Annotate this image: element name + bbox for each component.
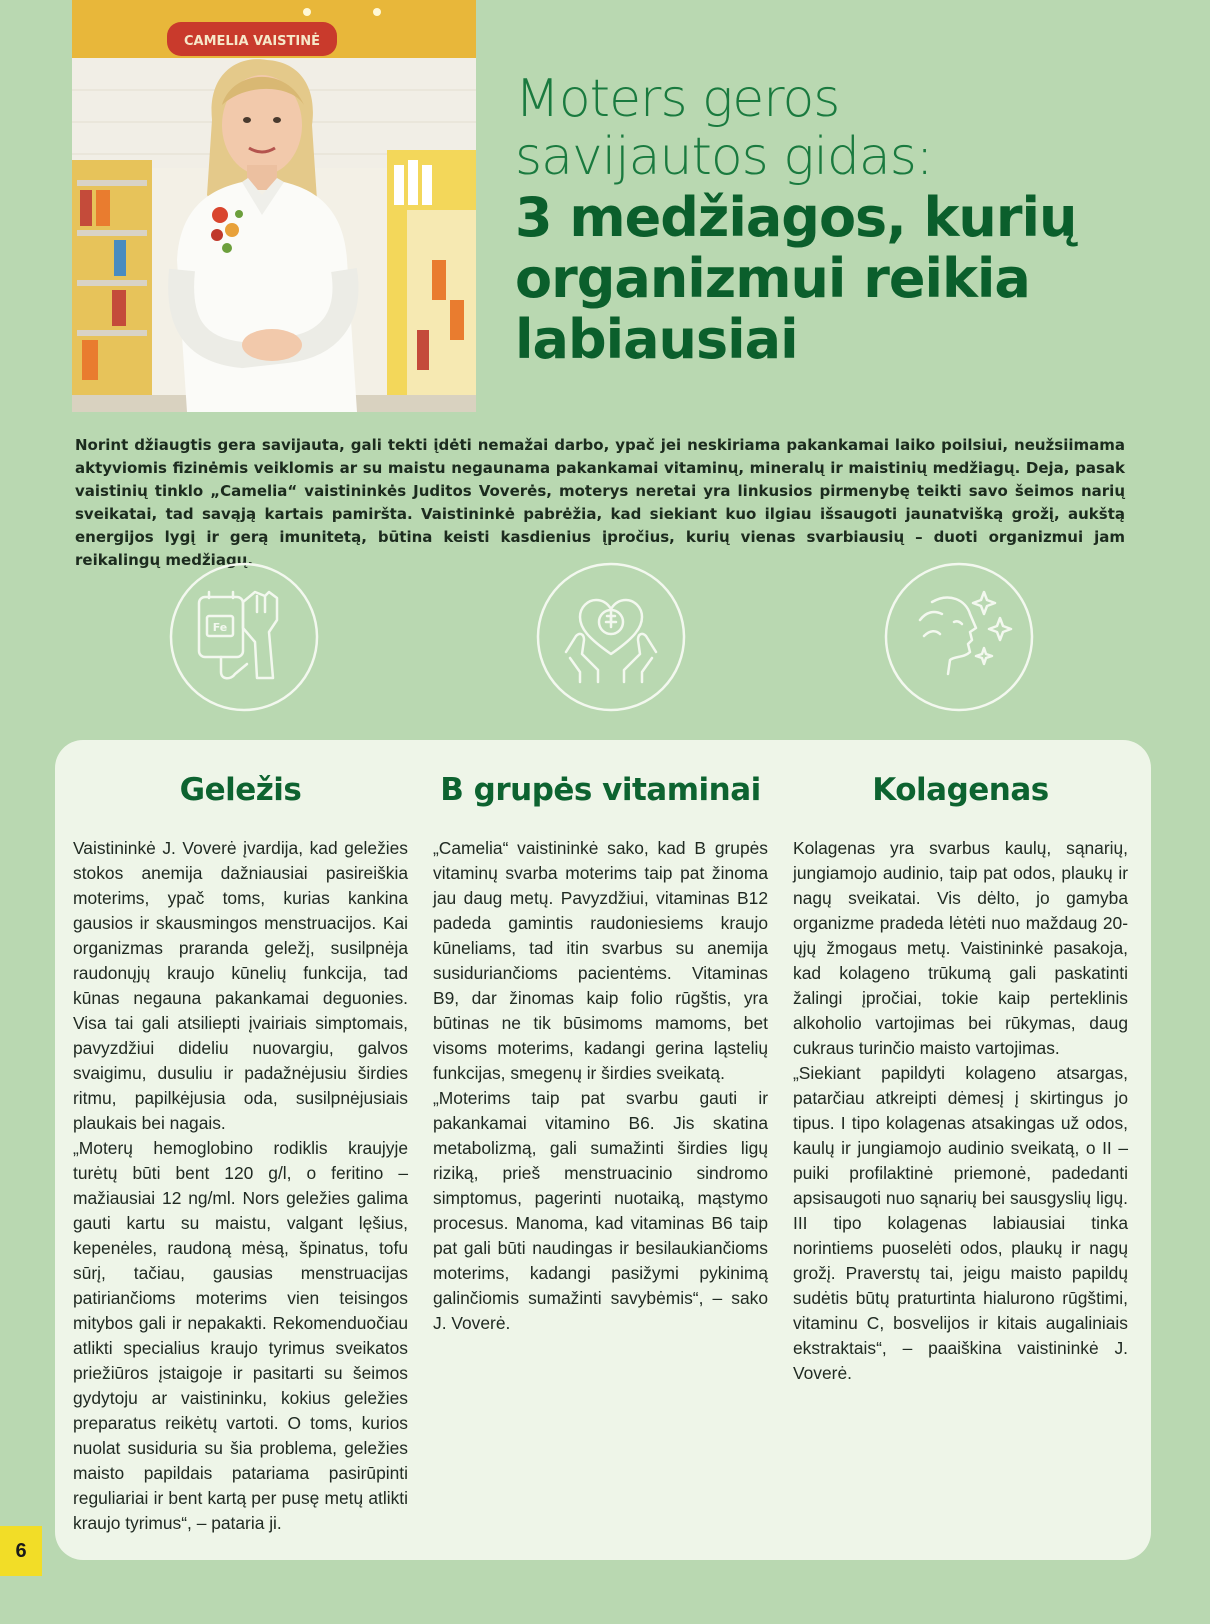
page-number: 6 xyxy=(0,1526,42,1576)
pharmacist-photo xyxy=(72,0,476,412)
b-vitamins-paragraph-2: „Moterims taip pat svarbu gauti ir pakankamai vitamino B6. Jis skatina metabolizmą, gali sumažinti širdies ligų riziką, prieš menstruacinio sindromo simptomus, pagerinti nuotaiką, mąstymo procesus. Manoma, kad vitaminas B6 taip pat gali būti naudingas ir besilaukiančioms moterims, kadangi pasižymi pykinimą galinčiomis sumažinti savybėmis“, – sako J. Voverė. xyxy=(433,1088,768,1333)
title-light-line-1: Moters geros xyxy=(515,69,840,129)
collagen-paragraph-2: „Siekiant papildyti kolageno atsargas, patarčiau atkreipti dėmesį į skirtingus jo tipus. I tipo kolagenas atsakingas už odos, kaulų ir jungiamojo audinio sveikatą, o II – puiki profilaktinė priemonė, padedanti apsisaugoti nuo sąnarių bei sausgyslių ligų. III tipo kolagenas labiausiai tinka norintiems puoselėti odos, plaukų ir nagų grožį. Praverstų tai, jeigu maisto papildų sudėtis būtų praturtinta hialurono rūgštimi, vitaminu C, bosvelijos ir kitais augaliniais ekstraktais“, – paaiškina vaistininkė J. Voverė. xyxy=(793,1063,1128,1383)
article-title xyxy=(515,70,1175,369)
iron-symbol-text: Fe xyxy=(212,621,228,634)
iron-paragraph-2: „Moterų hemoglobino rodiklis kraujyje turėtų būti bent 120 g/l, o feritino – mažiausiai 12 ng/ml. Nors geležies galima gauti kartu su maistu, valgant lęšius, kepenėles, raudoną mėsą, špinatus, tofu sūrį, tačiau, gausias menstruacijas patiriančioms moterims vien teisingos mitybos gali ir nepakakti. Rekomenduočiau atlikti specialius kraujo tyrimus sveikatos priežiūros įstaigoje ir pasitarti su šeimos gydytoju ar vaistininku, kokius geležies preparatus reikėtų vartoti. O toms, kurios nuolat susiduria su šia problema, geležies maisto papildais patariama pasirūpinti reguliariai ir bent kartą per pusę metų atlikti kraujo tyrimus“, – pataria ji. xyxy=(73,1138,408,1533)
heart-care-icon xyxy=(536,562,686,712)
heading-b-vitamins: B grupės vitaminai xyxy=(440,772,761,808)
title-bold-line-2: organizmui reikia xyxy=(515,247,1030,310)
heading-iron: Geležis xyxy=(179,772,302,808)
column-collagen xyxy=(793,770,1128,1386)
title-light-line-2: savijautos gidas: xyxy=(515,127,933,187)
collagen-paragraph-1: Kolagenas yra svarbus kaulų, sąnarių, jungiamojo audinio, taip pat odos, plaukų ir nagų sveikatai. Vis dėlto, jo gamyba organizme pradeda lėtėti nuo maždaug 20-ųjų žmogaus metų. Vaistininkė pasakoja, kad kolageno trūkumą gali paskatinti žalingi įpročiai, tokie kaip perteklinis alkoholio vartojimas bei rūkymas, daug cukraus turinčio maisto vartojimas. xyxy=(793,838,1128,1058)
iron-paragraph-1: Vaistininkė J. Voverė įvardija, kad geležies stokos anemija dažniausiai pasireiškia moterims, ypač toms, kurias kankina gausios ir skausmingos menstruacijos. Kai organizmas praranda geležį, susilpnėja raudonųjų kraujo kūnelių funkcija, tad kūnas negauna pakankamai deguonies. Visa tai gali atsiliepti įvairiais simptomais, pavyzdžiui dideliu nuovargiu, galvos svaigimu, dusuliu ir padažnėjusiu širdies ritmu, papilkėjusia oda, susilpnėjusiais plaukais bei nagais. xyxy=(73,838,408,1133)
b-vitamins-paragraph-1: „Camelia“ vaistininkė sako, kad B grupės vitaminų svarba moterims taip pat žinoma jau daug metų. Pavyzdžiui, vitaminas B12 padeda gamintis raudoniesiems kraujo kūneliams, tad itin svarbus su anemija susiduriančioms pacientėms. Vitaminas B9, dar žinomas kaip folio rūgštis, yra būtinas ne tik būsimoms mamoms, bet visoms moterims, kadangi gerina ląstelių funkcijas, smegenų ir širdies sveikatą. xyxy=(433,838,768,1083)
iron-blood-icon xyxy=(169,562,319,712)
title-bold-line-1: 3 medžiagos, kurių xyxy=(515,186,1077,249)
title-bold-line-3: labiausiai xyxy=(515,308,798,371)
pharmacist-illustration xyxy=(72,0,476,412)
store-sign-text: CAMELIA VAISTINĖ xyxy=(183,34,321,49)
intro-paragraph: Norint džiaugtis gera savijauta, gali tekti įdėti nemažai darbo, ypač jei neskiriama pakankamai laiko poilsiui, neužsiimama aktyviomis fizinėmis veiklomis ar su maistu negaunama pakankamai vitaminų, mineralų ir maistinių medžiagų. Deja, pasak vaistinių tinklo „Camelia“ vaistininkės Juditos Voverės, moterys neretai yra linkusios pirmenybę teikti savo šeimos narių sveikatai, tad savąją kartais pamiršta. Vaistininkė pabrėžia, kad siekiant kuo ilgiau išsaugoti jaunatvišką grožį, aukštą energijos lygį ir gerą imunitetą, būtina keisti kasdienius įpročius, kurių vienas svarbiausių – duoti organizmui jam reikalingų medžiagų. xyxy=(75,436,1125,569)
face-sparkle-icon xyxy=(884,562,1034,712)
column-b-vitamins xyxy=(433,770,768,1336)
heading-collagen: Kolagenas xyxy=(872,772,1049,808)
column-iron xyxy=(73,770,408,1536)
